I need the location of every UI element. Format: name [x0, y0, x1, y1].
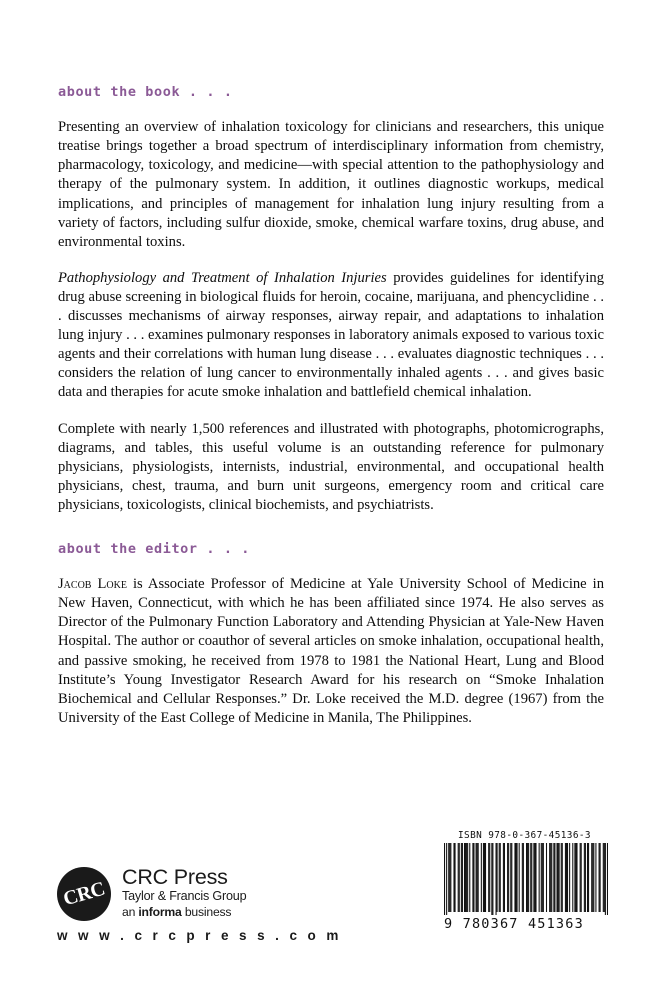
about-the-book-heading: about the book . . . — [58, 84, 233, 100]
barcode-bars — [444, 843, 608, 915]
publisher-name: CRC Press — [122, 865, 228, 889]
about-book-paragraph-1: Presenting an overview of inhalation toxicology for clinicians and researchers, this unique treatise brings together a broad spectrum of interdisciplinary information from chemistry, pharmacology, toxicology, and medicine—with special attention to the pathophysiology and therapy of the pulmonary system. In addition, it outlines diagnostic workups, medical implications, and principles of management for inhalation lung injury resulting from a variety of factors, including sulfur dioxide, smoke, chemical warfare toxins, drug abuse, and environmental toxins. — [58, 119, 604, 250]
barcode-digits: 9 780367 451363 — [444, 916, 584, 932]
isbn-label: ISBN 978-0-367-45136-3 — [458, 830, 591, 841]
publisher-group: Taylor & Francis Group — [122, 889, 247, 903]
publisher-website[interactable]: w w w . c r c p r e s s . c o m — [57, 928, 342, 943]
crc-circle-icon — [57, 867, 111, 921]
cover-content — [58, 84, 604, 728]
about-book-paragraph-2 — [58, 269, 604, 403]
crc-press-logo — [57, 865, 246, 921]
isbn-barcode — [444, 830, 612, 932]
book-title: Pathophysiology and Treatment of Inhalation Injuries — [58, 269, 387, 286]
publisher-tagline — [122, 905, 246, 920]
about-book-paragraph-2-body: provides guidelines for identifying drug abuse screening in biological fluids for heroin, cocaine, marijuana, and phencyclidine . . . discusses mechanisms of airway responses, airway repair, and adaptations to inhalation lung injury . . . examines pulmonary responses in laboratory animals exposed to various toxic agents and their correlations with human lung disease . . . evaluates diagnostic techniques . . . considers the relation of lung cancer to environmentally inhaled agents . . . and gives basic data and therapies for acute smoke inhalation and battlefield chemical inhalation. — [58, 269, 604, 401]
publisher-wordmark — [122, 865, 246, 920]
about-editor-paragraph — [58, 575, 604, 728]
crc-monogram: CRC — [60, 877, 108, 910]
about-the-editor-heading: about the editor . . . — [58, 540, 251, 557]
tagline-suffix: business — [181, 905, 232, 919]
tagline-informa: informa — [138, 905, 182, 919]
editor-bio-body: is Associate Professor of Medicine at Yale University School of Medicine in New Haven, Connecticut, with which he has been affiliated since 1974. He also serves as Director of the Pulmonary Function Laboratory and Attending Physician at Yale-New Haven Hospital. The author or coauthor of several articles on smoke inhalation, occupational health, and passive smoking, he received from 1978 to 1981 the National Heart, Lung and Blood Institute’s Young Investigator Research Award for his research on “Smoke Inhalation Biochemical and Cellular Responses.” Dr. Loke received the M.D. degree (1967) from the University of the East College of Medicine in Manila, The Philippines. — [58, 576, 605, 726]
tagline-prefix: an — [122, 905, 139, 919]
cover-footer — [0, 818, 662, 978]
editor-name: Jacob Loke — [58, 576, 127, 593]
about-book-paragraph-3: Complete with nearly 1,500 references and illustrated with photographs, photomicrographs, diagrams, and tables, this useful volume is an outstanding reference for pulmonary physicians, physiologists, internists, industrial, environmental, and occupational health physicians, chest, trauma, and burn unit surgeons, emergency room and critical care physicians, toxicologists, clinical biochemists, and psychiatrists. — [58, 420, 604, 513]
